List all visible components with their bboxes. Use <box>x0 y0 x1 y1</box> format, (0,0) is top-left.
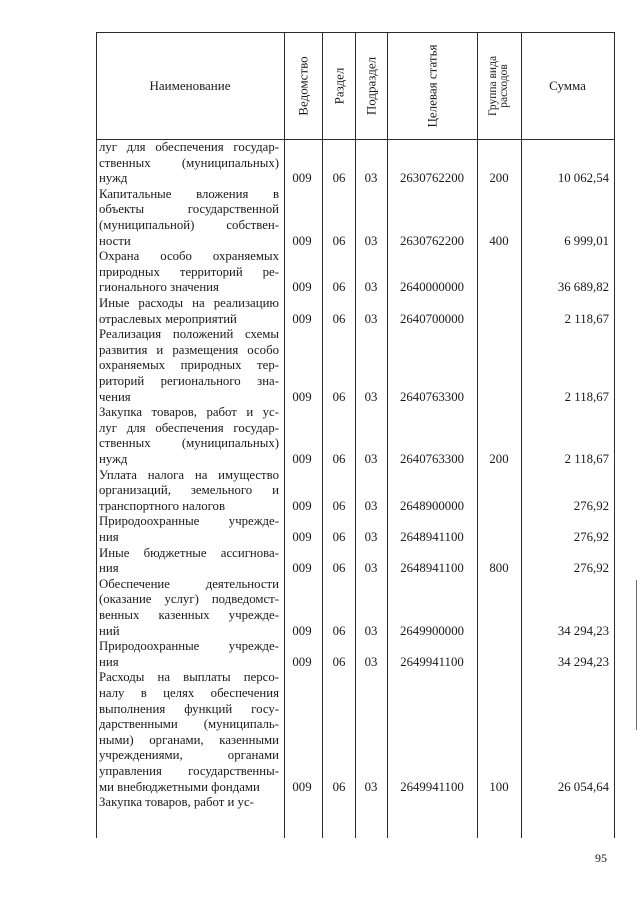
table-row <box>96 577 615 639</box>
table-row <box>96 546 615 577</box>
row-razdel: 06 <box>332 654 346 669</box>
header-gruppa-vida <box>477 32 521 139</box>
row-podrazdel: 03 <box>364 561 378 576</box>
row-podrazdel: 03 <box>364 779 378 794</box>
row-vedomstvo: 009 <box>292 451 312 466</box>
table-row <box>96 327 615 405</box>
header-summa: Сумма <box>549 77 586 93</box>
row-razdel: 06 <box>332 779 346 794</box>
row-name <box>99 546 279 577</box>
row-name <box>99 327 279 405</box>
row-name-line: Обеспечение деятельности <box>99 576 279 591</box>
row-vedomstvo: 009 <box>292 561 312 576</box>
row-name-line: Капитальные вложения в <box>99 186 279 201</box>
row-name <box>99 670 279 795</box>
row-razdel: 06 <box>332 233 346 248</box>
row-name-line: развития и размещения особо <box>99 342 279 357</box>
row-name-line: Природоохранные учрежде- <box>99 639 279 654</box>
row-celevaya-statya: 2648941100 <box>400 529 464 544</box>
row-name-line: риторий регионального зна- <box>99 373 279 388</box>
row-name-line: (оказание услуг) подведомст- <box>99 592 279 607</box>
row-name-line: луг для обеспечения государ- <box>99 140 279 154</box>
row-celevaya-statya: 2649941100 <box>400 779 464 794</box>
row-name-line: Закупка товаров, работ и ус- <box>99 405 279 420</box>
row-vedomstvo: 009 <box>292 233 312 248</box>
row-vedomstvo: 009 <box>292 171 312 186</box>
row-name-line: ний <box>99 623 120 638</box>
row-razdel: 06 <box>332 171 346 186</box>
row-podrazdel: 03 <box>364 389 378 404</box>
row-summa: 34 294,23 <box>557 623 609 638</box>
row-summa: 2 118,67 <box>564 451 609 466</box>
row-name-line: налу в целях обеспечения <box>99 685 279 700</box>
row-name <box>99 639 279 670</box>
row-podrazdel: 03 <box>364 171 378 186</box>
row-podrazdel: 03 <box>364 654 378 669</box>
table-row <box>96 670 615 795</box>
row-name-line: транспортного налогов <box>99 498 225 513</box>
row-name-line: ственных (муниципальных) <box>99 155 279 170</box>
row-summa: 6 999,01 <box>564 233 609 248</box>
row-gruppa-vida: 200 <box>489 171 509 186</box>
row-name-line: (муниципальной) собствен- <box>99 217 279 232</box>
row-name <box>99 795 279 811</box>
row-gruppa-vida: 100 <box>489 779 509 794</box>
row-name-line: выполнения функций госу- <box>99 701 279 716</box>
row-name-line: луг для обеспечения государ- <box>99 420 279 435</box>
row-celevaya-statya: 2630762200 <box>400 233 464 248</box>
table-row <box>96 514 615 545</box>
row-name-line: ности <box>99 233 131 248</box>
row-celevaya-statya: 2640000000 <box>400 280 464 295</box>
row-name <box>99 140 279 187</box>
row-name-line: ния <box>99 529 119 544</box>
row-name-line: гионального значения <box>99 280 219 295</box>
row-razdel: 06 <box>332 529 346 544</box>
row-vedomstvo: 009 <box>292 529 312 544</box>
row-name <box>99 577 279 639</box>
row-vedomstvo: 009 <box>292 389 312 404</box>
row-summa: 26 054,64 <box>557 779 609 794</box>
row-name-line: Закупка товаров, работ и ус- <box>99 795 254 810</box>
page-number: 95 <box>595 851 607 865</box>
row-razdel: 06 <box>332 311 346 326</box>
row-name <box>99 249 279 296</box>
row-name-line: Охрана особо охраняемых <box>99 249 279 264</box>
row-podrazdel: 03 <box>364 451 378 466</box>
row-name-line: Реализация положений схемы <box>99 327 279 342</box>
table-row <box>96 249 615 296</box>
header-podrazdel: Подраздел <box>363 56 379 115</box>
row-name-line: Иные бюджетные ассигнова- <box>99 545 279 560</box>
row-name <box>99 468 279 515</box>
row-celevaya-statya: 2640763300 <box>400 389 464 404</box>
table-row <box>96 639 615 670</box>
table-row <box>96 140 615 187</box>
row-summa: 10 062,54 <box>557 171 609 186</box>
row-summa: 2 118,67 <box>564 389 609 404</box>
table-row <box>96 405 615 467</box>
header-razdel: Раздел <box>331 67 346 104</box>
row-name-line: Природоохранные учрежде- <box>99 514 279 529</box>
row-podrazdel: 03 <box>364 623 378 638</box>
header-name: Наименование <box>149 77 231 93</box>
row-summa: 276,92 <box>573 561 609 576</box>
header-gruppa-line2: расходов <box>498 63 510 108</box>
row-name-line: объекты государственной <box>99 202 279 217</box>
row-podrazdel: 03 <box>364 233 378 248</box>
row-vedomstvo: 009 <box>292 654 312 669</box>
row-podrazdel: 03 <box>364 311 378 326</box>
row-name-line: венных казенных учрежде- <box>99 607 279 622</box>
row-celevaya-statya: 2648941100 <box>400 561 464 576</box>
row-summa: 34 294,23 <box>557 654 609 669</box>
row-name-line: организаций, земельного и <box>99 483 279 498</box>
row-celevaya-statya: 2630762200 <box>400 171 464 186</box>
row-summa: 36 689,82 <box>557 280 609 295</box>
row-name-line: ными) органами, казенными <box>99 732 279 747</box>
row-name <box>99 405 279 467</box>
row-name-line: природных территорий ре- <box>99 264 279 279</box>
row-gruppa-vida: 800 <box>489 561 509 576</box>
row-name-line: ния <box>99 654 119 669</box>
row-razdel: 06 <box>332 561 346 576</box>
row-name-line: Уплата налога на имущество <box>99 467 279 482</box>
row-name-line: нужд <box>99 451 128 466</box>
row-name <box>99 514 279 545</box>
row-vedomstvo: 009 <box>292 311 312 326</box>
row-celevaya-statya: 2640763300 <box>400 451 464 466</box>
row-razdel: 06 <box>332 280 346 295</box>
row-gruppa-vida: 400 <box>489 233 509 248</box>
row-name-line: Иные расходы на реализацию <box>99 296 279 310</box>
row-celevaya-statya: 2648900000 <box>400 498 464 513</box>
row-celevaya-statya: 2640700000 <box>400 311 464 326</box>
row-name-line: чения <box>99 389 131 404</box>
header-vedomstvo: Ведомство <box>295 55 311 116</box>
row-name <box>99 296 279 327</box>
row-name-line: ственных (муниципальных) <box>99 436 279 451</box>
header-celevaya-statya: Целевая статья <box>424 43 440 128</box>
row-name-line: нужд <box>99 171 128 186</box>
row-celevaya-statya: 2649941100 <box>400 654 464 669</box>
budget-table <box>96 32 615 838</box>
row-summa: 276,92 <box>573 529 609 544</box>
row-razdel: 06 <box>332 623 346 638</box>
row-name-line: учреждениями, органами <box>99 748 279 763</box>
header-gruppa-line1: Группа вида <box>487 55 499 116</box>
row-name <box>99 187 279 249</box>
row-name-line: ми внебюджетными фондами <box>99 779 260 794</box>
row-name-line: дарственными (муниципаль- <box>99 717 279 732</box>
row-name-line: управления государственны- <box>99 763 279 778</box>
row-celevaya-statya: 2649900000 <box>400 623 464 638</box>
row-podrazdel: 03 <box>364 280 378 295</box>
row-vedomstvo: 009 <box>292 623 312 638</box>
row-name-line: ния <box>99 561 119 576</box>
row-podrazdel: 03 <box>364 529 378 544</box>
table-row <box>96 468 615 515</box>
row-summa: 2 118,67 <box>564 311 609 326</box>
row-name-line: отраслевых мероприятий <box>99 311 237 326</box>
row-vedomstvo: 009 <box>292 779 312 794</box>
row-razdel: 06 <box>332 451 346 466</box>
row-vedomstvo: 009 <box>292 498 312 513</box>
scan-edge-mark <box>636 580 637 730</box>
row-name-line: Расходы на выплаты персо- <box>99 670 279 685</box>
table-row <box>96 187 615 249</box>
table-row <box>96 296 615 327</box>
row-razdel: 06 <box>332 498 346 513</box>
row-vedomstvo: 009 <box>292 280 312 295</box>
table-row <box>96 795 615 811</box>
row-razdel: 06 <box>332 389 346 404</box>
row-gruppa-vida: 200 <box>489 451 509 466</box>
row-name-line: охраняемых природных тер- <box>99 358 279 373</box>
row-summa: 276,92 <box>573 498 609 513</box>
row-podrazdel: 03 <box>364 498 378 513</box>
